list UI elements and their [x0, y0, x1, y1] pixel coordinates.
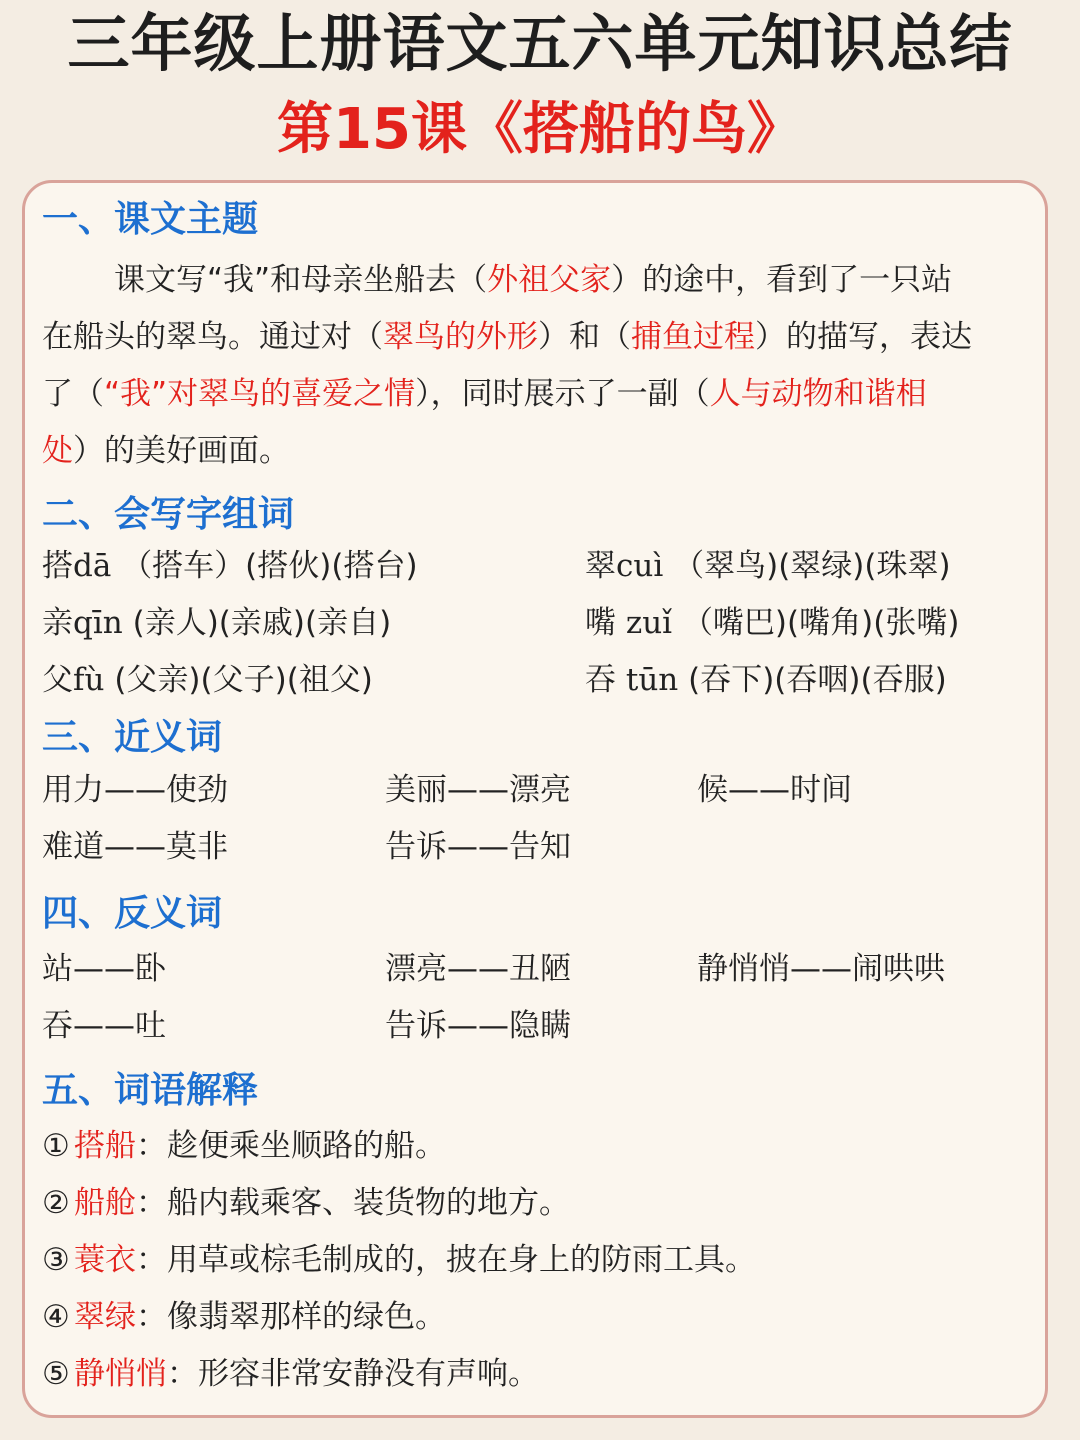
section-heading-theme: 一、课文主题 — [42, 199, 259, 240]
highlight-answer: “我”对翠鸟的喜爱之情 — [104, 376, 416, 412]
explanation-item: ② 船舱：船内载乘客、装货物的地方。 — [42, 1185, 570, 1221]
explanation-item: ⑤ 静悄悄：形容非常安静没有声响。 — [42, 1356, 539, 1392]
synonym-pair: 难道——莫非 — [42, 829, 228, 865]
antonym-pair: 告诉——隐瞒 — [385, 1008, 571, 1044]
highlight-answer: 翠鸟的外形 — [383, 319, 538, 355]
explained-word: 船舱 — [74, 1185, 136, 1221]
explained-word: 翠绿 — [74, 1299, 136, 1335]
section-heading-words: 二、会写字组词 — [42, 494, 295, 535]
theme-line-1: 课文写“我”和母亲坐船去（外祖父家）的途中，看到了一只站 — [114, 262, 953, 298]
word-group-item: 翠cuì （翠鸟)(翠绿)(珠翠) — [585, 548, 951, 584]
highlight-answer: 捕鱼过程 — [631, 319, 755, 355]
explained-word: 搭船 — [74, 1128, 136, 1164]
section-heading-synonyms: 三、近义词 — [42, 717, 223, 758]
highlight-answer: 人与动物和谐相 — [709, 376, 927, 412]
section-heading-antonyms: 四、反义词 — [42, 893, 223, 934]
explained-word: 静悄悄 — [74, 1356, 167, 1392]
highlight-answer: 处 — [42, 433, 73, 469]
synonym-pair: 候——时间 — [697, 772, 852, 808]
word-group-item: 搭dā （搭车）(搭伙)(搭台) — [42, 548, 418, 584]
word-group-item: 父fù (父亲)(父子)(祖父) — [42, 662, 373, 698]
explanation-item: ① 搭船：趁便乘坐顺路的船。 — [42, 1128, 446, 1164]
theme-line-3: 了（“我”对翠鸟的喜爱之情），同时展示了一副（人与动物和谐相 — [42, 376, 927, 412]
explained-word: 蓑衣 — [74, 1242, 136, 1278]
theme-line-4: 处）的美好画面。 — [42, 433, 290, 469]
page-title: 三年级上册语文五六单元知识总结 — [67, 7, 1013, 80]
explanation-item: ④ 翠绿：像翡翠那样的绿色。 — [42, 1299, 446, 1335]
antonym-pair: 吞——吐 — [42, 1008, 166, 1044]
explanation-item: ③ 蓑衣：用草或棕毛制成的，披在身上的防雨工具。 — [42, 1242, 756, 1278]
synonym-pair: 美丽——漂亮 — [385, 772, 571, 808]
synonym-pair: 用力——使劲 — [42, 772, 228, 808]
highlight-answer: 外祖父家 — [487, 262, 612, 298]
antonym-pair: 站——卧 — [42, 951, 166, 987]
synonym-pair: 告诉——告知 — [385, 829, 571, 865]
antonym-pair: 静悄悄——闹哄哄 — [697, 951, 945, 987]
word-group-item: 吞 tūn (吞下)(吞咽)(吞服) — [585, 662, 947, 698]
word-group-item: 亲qīn (亲人)(亲戚)(亲自) — [42, 605, 392, 641]
word-group-item: 嘴 zuǐ （嘴巴)(嘴角)(张嘴) — [585, 605, 960, 641]
antonym-pair: 漂亮——丑陋 — [385, 951, 571, 987]
theme-line-2: 在船头的翠鸟。通过对（翠鸟的外形）和（捕鱼过程）的描写，表达 — [42, 319, 972, 355]
theme-paragraph — [42, 252, 1032, 480]
lesson-title: 第15课《搭船的鸟》 — [277, 97, 803, 162]
section-heading-explain: 五、词语解释 — [42, 1070, 259, 1111]
